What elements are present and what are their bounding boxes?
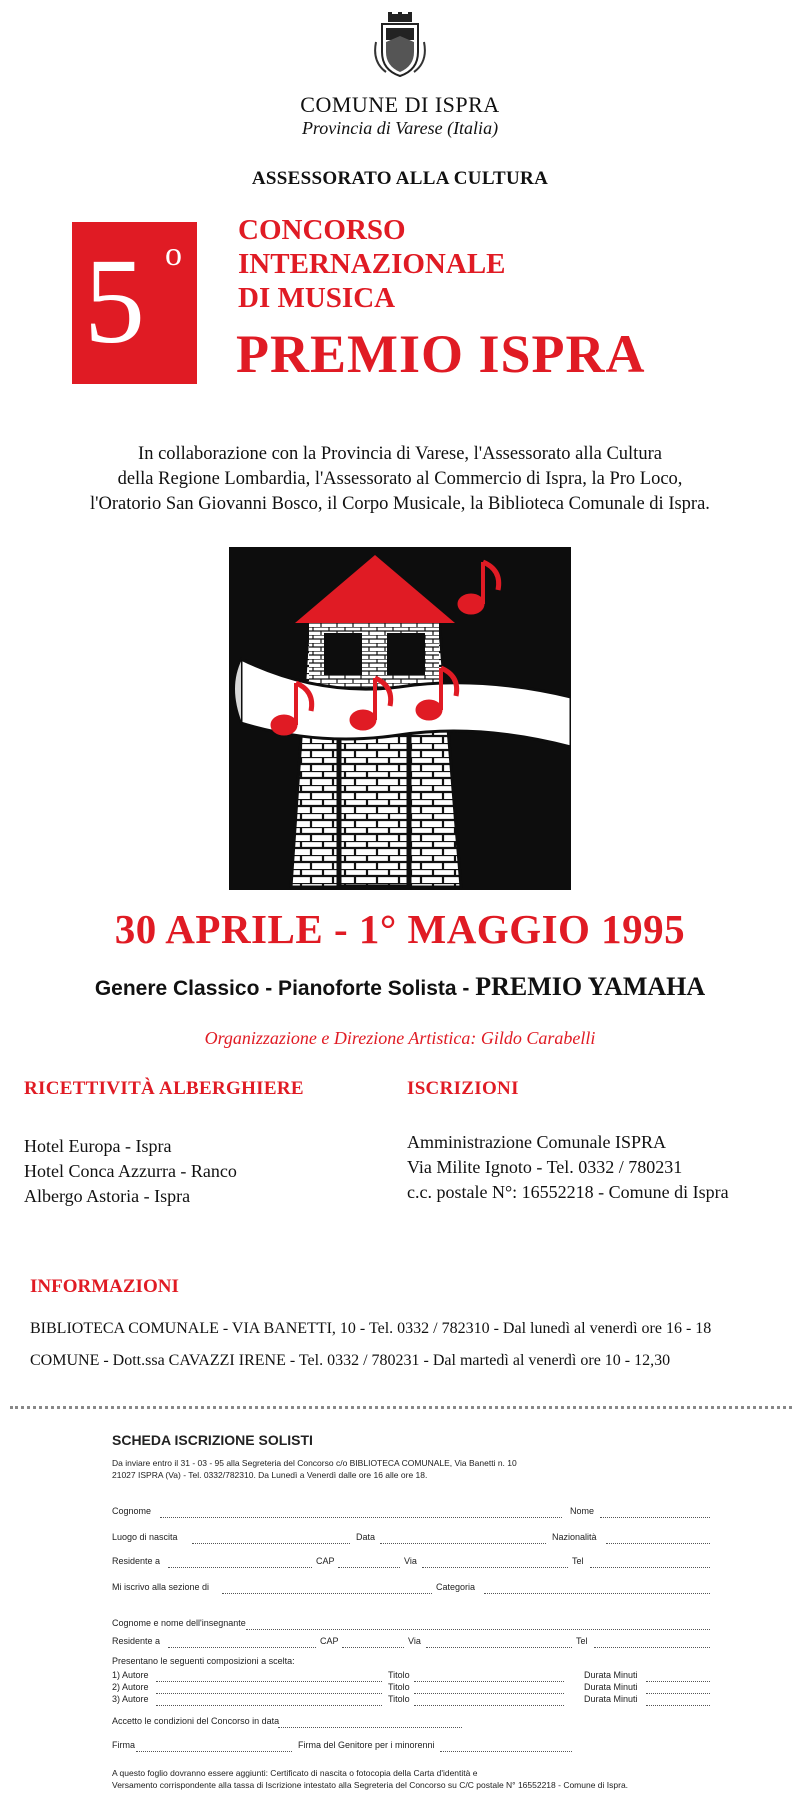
concorso-line-3: DI MUSICA <box>238 282 396 314</box>
cognome-field[interactable] <box>160 1517 562 1518</box>
form-row-cognome-nome <box>112 1506 710 1520</box>
categoria-field[interactable] <box>484 1593 710 1594</box>
iscrizioni-line: c.c. postale N°: 16552218 - Comune di Ispra <box>407 1182 729 1202</box>
accetto-data-field[interactable] <box>278 1727 462 1728</box>
residente2-label: Residente a <box>112 1636 161 1646</box>
form-row-firma <box>112 1740 710 1754</box>
durata3-label: Durata Minuti <box>584 1694 638 1704</box>
form-title: SCHEDA ISCRIZIONE SOLISTI <box>112 1432 313 1448</box>
durata1-label: Durata Minuti <box>584 1670 638 1680</box>
insegnante-label: Cognome e nome dell'insegnante <box>112 1618 246 1628</box>
residente-field[interactable] <box>168 1567 312 1568</box>
form-note-line-1: Da inviare entro il 31 - 03 - 95 alla Segreteria del Concorso c/o BIBLIOTECA COMUNALE, Via Banetti n. 10 <box>112 1458 517 1468</box>
collaboration-line-1: In collaborazione con la Provincia di Varese, l'Assessorato alla Cultura <box>138 444 662 464</box>
durata3-field[interactable] <box>646 1705 710 1706</box>
form-row-autore-3 <box>112 1694 710 1708</box>
iscrizioni-line: Via Milite Ignoto - Tel. 0332 / 780231 <box>407 1157 683 1177</box>
insegnante-field[interactable] <box>246 1629 710 1630</box>
event-dates: 30 APRILE - 1° MAGGIO 1995 <box>114 906 686 952</box>
titolo3-label: Titolo <box>388 1694 410 1704</box>
form-row-residenza <box>112 1556 710 1570</box>
categoria-label: Categoria <box>436 1582 476 1592</box>
autore2-label: 2) Autore <box>112 1682 149 1692</box>
edition-number: 5 <box>84 234 145 369</box>
assessorato-heading: ASSESSORATO ALLA CULTURA <box>251 168 549 189</box>
hotel-item: Hotel Europa - Ispra <box>24 1136 172 1156</box>
form-row-accetto <box>112 1716 710 1730</box>
via2-field[interactable] <box>426 1647 572 1648</box>
tel2-field[interactable] <box>594 1647 710 1648</box>
ispra-crest-icon <box>372 12 428 78</box>
form-row-insegnante <box>112 1618 710 1632</box>
firma-label: Firma <box>112 1740 135 1750</box>
nazionalita-field[interactable] <box>606 1543 710 1544</box>
genre-line <box>0 972 800 1002</box>
cognome-label: Cognome <box>112 1506 152 1516</box>
nome-field[interactable] <box>600 1517 710 1518</box>
firma-genitore-field[interactable] <box>440 1751 572 1752</box>
cap-field[interactable] <box>338 1567 400 1568</box>
form-row-sezione <box>112 1582 710 1596</box>
ricettivita-heading: RICETTIVITÀ ALBERGHIERE <box>24 1078 304 1099</box>
form-row-residenza-insegnante <box>112 1636 710 1650</box>
form-note-line-2: 21027 ISPRA (Va) - Tel. 0332/782310. Da Lunedì a Venerdì dalle ore 16 alle ore 18. <box>112 1470 428 1480</box>
form-footnote-line-1: A questo foglio dovranno essere aggiunti: Certificato di nascita o fotocopia della Carta d'identità e <box>112 1768 478 1778</box>
tel-label: Tel <box>572 1556 584 1566</box>
cap-label: CAP <box>316 1556 335 1566</box>
tel2-label: Tel <box>576 1636 588 1646</box>
via2-label: Via <box>408 1636 421 1646</box>
tel-field[interactable] <box>590 1567 710 1568</box>
luogo-label: Luogo di nascita <box>112 1532 178 1542</box>
premio-ispra-title: PREMIO ISPRA <box>236 324 646 384</box>
accetto-label: Accetto le condizioni del Concorso in data <box>112 1716 280 1726</box>
nome-label: Nome <box>570 1506 595 1516</box>
info-biblioteca: BIBLIOTECA COMUNALE - VIA BANETTI, 10 - Tel. 0332 / 782310 - Dal lunedì al venerdì ore 16 - 18 <box>30 1320 712 1337</box>
via-label: Via <box>404 1556 417 1566</box>
luogo-field[interactable] <box>192 1543 350 1544</box>
form-row-presentano <box>112 1656 710 1670</box>
nazionalita-label: Nazionalità <box>552 1532 597 1542</box>
organization-credit: Organizzazione e Direzione Artistica: Gildo Carabelli <box>204 1028 596 1048</box>
genre-text: Genere Classico - Pianoforte Solista - <box>94 977 476 1000</box>
form-footnote-line-2: Versamento corrispondente alla tassa di Iscrizione intestato alla Segreteria del Concorso su C/C postale N° 16552218 - Comune di Ispra. <box>112 1780 629 1790</box>
collaboration-line-3: l'Oratorio San Giovanni Bosco, il Corpo Musicale, la Biblioteca Comunale di Ispra. <box>90 494 710 514</box>
hotel-item: Albergo Astoria - Ispra <box>24 1186 191 1206</box>
tower-music-illustration <box>229 547 571 890</box>
concorso-line-1: CONCORSO <box>238 214 406 246</box>
premio-yamaha: PREMIO YAMAHA <box>475 972 706 1001</box>
autore3-label: 3) Autore <box>112 1694 149 1704</box>
concorso-line-2: INTERNAZIONALE <box>238 248 506 280</box>
iscrizioni-line: Amministrazione Comunale ISPRA <box>407 1132 666 1152</box>
comune-title: COMUNE DI ISPRA <box>300 92 500 117</box>
via-field[interactable] <box>422 1567 568 1568</box>
residente-label: Residente a <box>112 1556 161 1566</box>
info-comune: COMUNE - Dott.ssa CAVAZZI IRENE - Tel. 0332 / 780231 - Dal martedì al venerdì ore 10 - 12,30 <box>30 1352 671 1369</box>
cut-line-separator <box>10 1406 792 1409</box>
collaboration-line-2: della Regione Lombardia, l'Assessorato al Commercio di Ispra, la Pro Loco, <box>117 469 683 489</box>
cap2-label: CAP <box>320 1636 339 1646</box>
sezione-field[interactable] <box>222 1593 432 1594</box>
data-label: Data <box>356 1532 376 1542</box>
presentano-label: Presentano le seguenti composizioni a scelta: <box>112 1656 295 1666</box>
data-field[interactable] <box>380 1543 546 1544</box>
edition-degree: o <box>165 236 182 273</box>
edition-number-box <box>72 222 197 384</box>
autore3-field[interactable] <box>156 1705 382 1706</box>
autore1-label: 1) Autore <box>112 1670 149 1680</box>
sezione-label: Mi iscrivo alla sezione di <box>112 1582 210 1592</box>
firma-genitore-label: Firma del Genitore per i minorenni <box>298 1740 435 1750</box>
residente2-field[interactable] <box>168 1647 316 1648</box>
hotel-item: Hotel Conca Azzurra - Ranco <box>24 1161 237 1181</box>
firma-field[interactable] <box>136 1751 292 1752</box>
titolo1-label: Titolo <box>388 1670 410 1680</box>
titolo3-field[interactable] <box>414 1705 564 1706</box>
form-row-nascita <box>112 1532 710 1546</box>
iscrizioni-heading: ISCRIZIONI <box>407 1078 519 1099</box>
informazioni-heading: INFORMAZIONI <box>30 1276 179 1297</box>
durata2-label: Durata Minuti <box>584 1682 638 1692</box>
provincia-subtitle: Provincia di Varese (Italia) <box>301 118 499 138</box>
cap2-field[interactable] <box>342 1647 404 1648</box>
titolo2-label: Titolo <box>388 1682 410 1692</box>
